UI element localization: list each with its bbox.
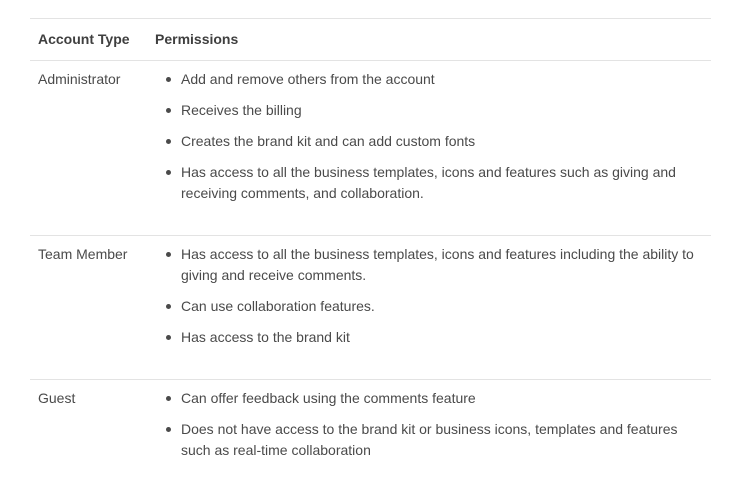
permissions-list [155,244,703,348]
table-row-team-member [30,236,711,380]
header-permissions: Permissions [155,31,239,47]
list-item: Add and remove others from the account [181,69,703,90]
account-type-cell: Team Member [38,246,128,262]
account-type-cell: Administrator [38,71,121,87]
list-item: Receives the billing [181,100,703,121]
list-item: Does not have access to the brand kit or business icons, templates and features such as real-time collaboration [181,419,703,461]
list-item: Can offer feedback using the comments feature [181,388,703,409]
header-account-type: Account Type [38,31,130,47]
list-item: Has access to all the business templates, icons and features such as giving and receiving comments, and collaboration. [181,162,703,204]
table-header-row [30,19,711,61]
list-item: Has access to the brand kit [181,327,703,348]
list-item: Has access to all the business templates, icons and features including the ability to giving and receive comments. [181,244,703,286]
permissions-cell [147,61,711,236]
permissions-table-container [30,18,711,492]
table-row-administrator [30,61,711,236]
permissions-table [30,18,711,492]
permissions-list [155,69,703,204]
table-row-guest [30,380,711,493]
permissions-cell [147,380,711,493]
list-item: Can use collaboration features. [181,296,703,317]
list-item: Creates the brand kit and can add custom fonts [181,131,703,152]
permissions-list [155,388,703,461]
account-type-cell: Guest [38,390,76,406]
permissions-cell [147,236,711,380]
